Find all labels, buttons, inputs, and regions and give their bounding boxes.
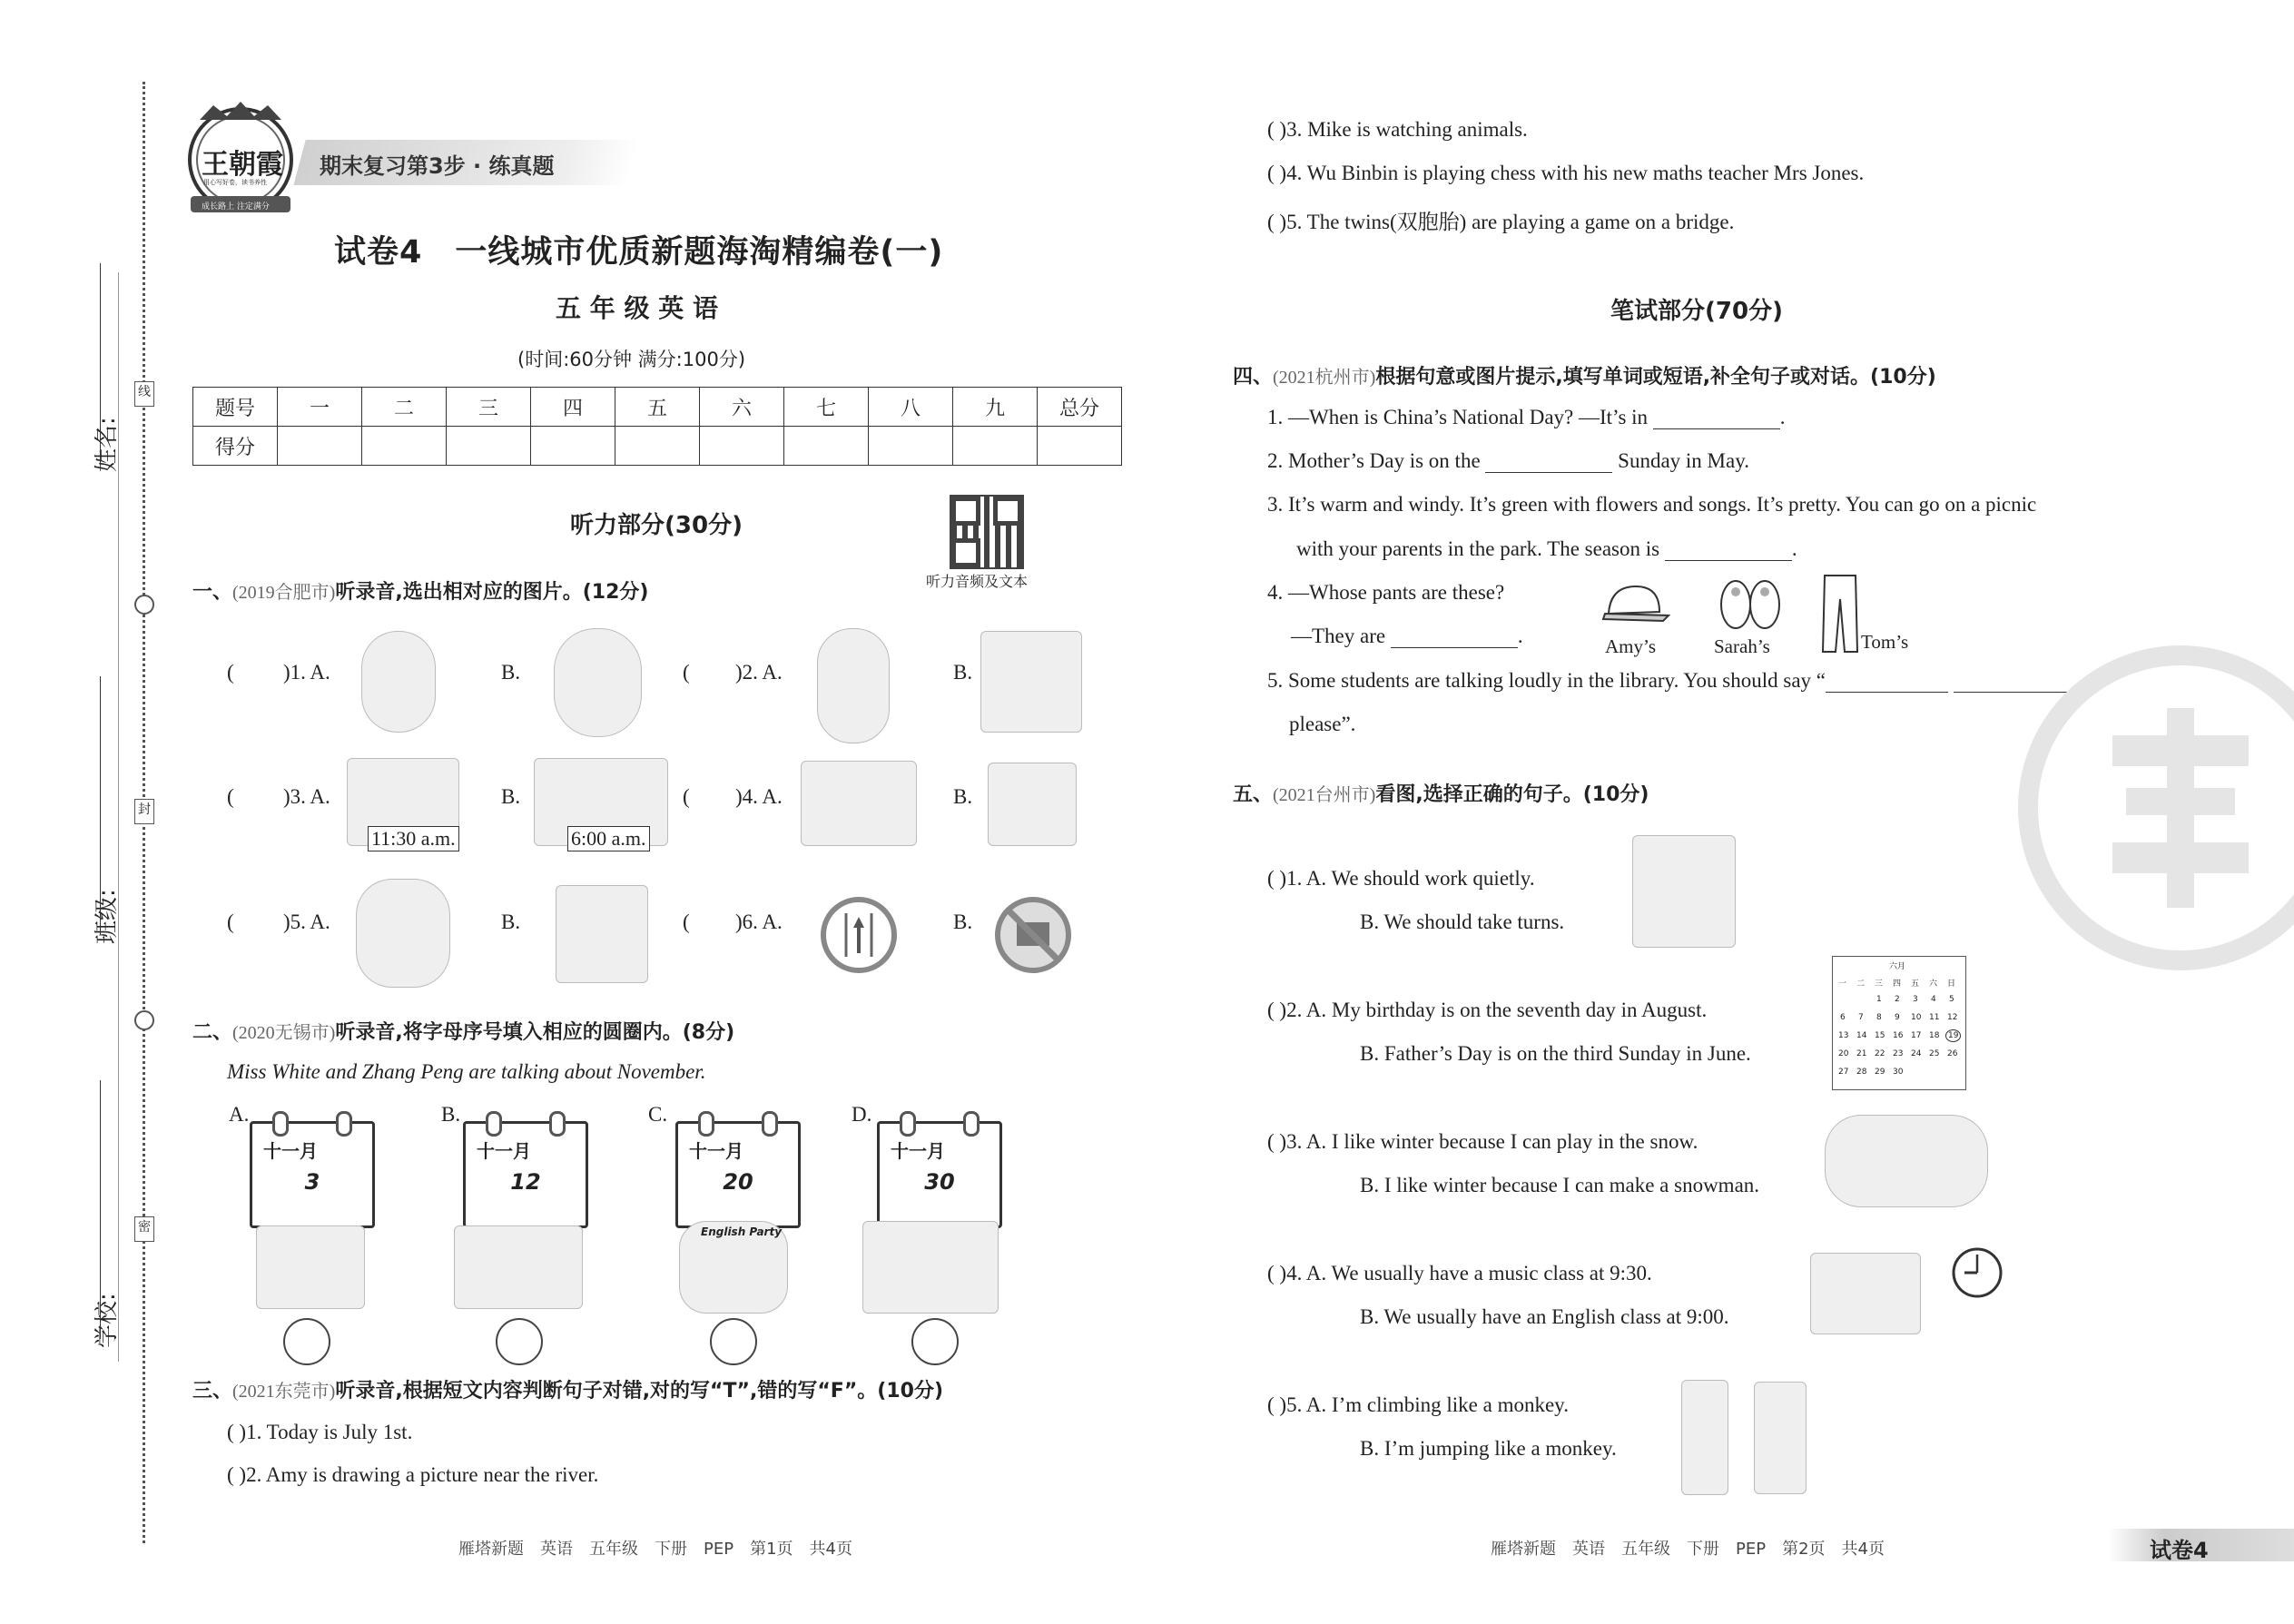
one-way-sign-icon — [819, 895, 899, 975]
seal-mark-xian: 线 — [134, 381, 154, 407]
picture-boy-basketball — [554, 628, 642, 737]
q3-item-4[interactable]: ( )4. Wu Binbin is playing chess with his new maths teacher Mrs Jones. — [1267, 162, 1865, 184]
q3-item-5[interactable]: ( )5. The twins(双胞胎) are playing a game on a bridge. — [1267, 211, 1735, 233]
q4-line-4a: 4. —Whose pants are these? — [1267, 581, 1505, 604]
q1-item-4-b: B. — [953, 785, 973, 808]
logo-slogan: 用心写好卷，读书养性 — [203, 179, 267, 186]
owner-sarah: Sarah’s — [1714, 635, 1770, 657]
footer-left: 雁塔新题 英语 五年级 下册 PEP 第1页 共4页 — [458, 1540, 852, 1559]
score-cell[interactable] — [1038, 427, 1122, 466]
score-head: 九 — [953, 388, 1038, 427]
name-field[interactable] — [100, 263, 101, 463]
owner-amy: Amy’s — [1605, 635, 1657, 657]
q4-line-4b: —They are . — [1291, 625, 1523, 647]
score-head: 三 — [447, 388, 531, 427]
calendar-date: 27 — [1838, 1068, 1849, 1077]
calendar-date: 4 — [1931, 995, 1936, 1004]
q5-item-4-b[interactable]: B. We usually have an English class at 9:00. — [1360, 1305, 1729, 1328]
q1-item-1-b: B. — [501, 661, 521, 684]
picture-rabbit-room — [801, 761, 917, 846]
q2-option-c-letter: C. — [648, 1103, 668, 1126]
calendar-month: 十一月 — [263, 1140, 318, 1162]
q2-prefix: 二、 — [192, 1021, 233, 1044]
q5-source: (2021台州市) — [1273, 785, 1376, 805]
q5-heading — [1233, 779, 1649, 807]
q4-line-3a: 3. It’s warm and windy. It’s green with flowers and songs. It’s pretty. You can go on a picnic — [1267, 493, 2037, 516]
school-field[interactable] — [100, 1080, 101, 1339]
calendar-day: 20 — [723, 1169, 753, 1195]
binding-hole-icon — [134, 595, 154, 615]
page-title: 试卷4 一线城市优质新题海淘精编卷(一) — [334, 234, 944, 271]
answer-circle-b[interactable] — [496, 1318, 543, 1365]
q5-item-2-b[interactable]: B. Father’s Day is on the third Sunday in June. — [1360, 1042, 1751, 1065]
picture-boy-dog — [556, 885, 648, 983]
calendar-date: 17 — [1911, 1031, 1922, 1040]
calendar-weekday: 二 — [1856, 979, 1866, 989]
q1-instruction: 听录音,选出相对应的图片。(12分) — [335, 581, 649, 604]
calendar-date: 1 — [1876, 995, 1882, 1004]
footer-right: 雁塔新题 英语 五年级 下册 PEP 第2页 共4页 — [1491, 1540, 1885, 1559]
time-label-a: 11:30 a.m. — [368, 826, 459, 851]
q3-prefix: 三、 — [192, 1380, 233, 1403]
logo — [182, 98, 300, 216]
picture-boy-eating — [361, 631, 436, 733]
score-label: 得分 — [193, 427, 278, 466]
calendar-date: 29 — [1875, 1068, 1885, 1077]
score-cell[interactable] — [953, 427, 1038, 466]
calendar-date: 25 — [1929, 1049, 1940, 1058]
qr-caption: 听力音频及文本 — [926, 573, 1029, 590]
q4-source: (2021杭州市) — [1273, 368, 1376, 388]
cap-icon — [1600, 581, 1670, 626]
q1-item-3-paren: ( — [227, 785, 234, 808]
score-head: 总分 — [1038, 388, 1122, 427]
picture-classroom — [1810, 1253, 1921, 1334]
q1-item-5-label[interactable]: )5. A. — [283, 910, 330, 933]
calendar-date: 8 — [1876, 1013, 1882, 1022]
answer-circle-d[interactable] — [911, 1318, 959, 1365]
calendar-date: 10 — [1911, 1013, 1922, 1022]
picture-girl-dancing — [817, 628, 890, 743]
q5-prefix: 五、 — [1233, 783, 1274, 806]
calendar-date: 23 — [1893, 1049, 1904, 1058]
calendar-weekday: 六 — [1929, 979, 1938, 989]
calendar-date: 11 — [1929, 1013, 1940, 1022]
q2-heading — [192, 1017, 734, 1045]
q5-item-5-a[interactable]: ( )5. A. I’m climbing like a monkey. — [1267, 1393, 1569, 1416]
score-cell[interactable] — [362, 427, 447, 466]
picture-boy-climbing — [1754, 1382, 1807, 1494]
score-table — [192, 387, 1122, 466]
q3-instruction: 听录音,根据短文内容判断句子对错,对的写“T”,错的写“F”。(10分) — [335, 1380, 944, 1403]
q4-line-2a: 2. Mother’s Day is on the — [1267, 449, 1481, 472]
calendar-date: 6 — [1840, 1013, 1846, 1022]
q3-item-3[interactable]: ( )3. Mike is watching animals. — [1267, 118, 1528, 141]
q1-item-6-label[interactable]: )6. A. — [735, 910, 783, 933]
calendar-date: 2 — [1895, 995, 1900, 1004]
calendar-nov-3 — [250, 1121, 375, 1228]
score-head: 八 — [869, 388, 953, 427]
calendar-weekday: 四 — [1893, 979, 1902, 989]
q1-item-5-b: B. — [501, 910, 521, 933]
q5-item-3-a[interactable]: ( )3. A. I like winter because I can play in the snow. — [1267, 1130, 1698, 1153]
picture-students-library — [1632, 835, 1736, 948]
q5-item-3-b[interactable]: B. I like winter because I can make a snowman. — [1360, 1174, 1760, 1196]
q1-item-4-paren: ( — [683, 785, 690, 808]
q1-item-2-b: B. — [953, 661, 973, 684]
q4-blank-5a[interactable] — [1826, 672, 1948, 693]
answer-circle-c[interactable] — [710, 1318, 757, 1365]
q1-item-1-paren: ( — [227, 661, 234, 684]
calendar-date: 15 — [1875, 1031, 1885, 1040]
q2-option-d-letter: D. — [852, 1103, 872, 1126]
score-cell[interactable] — [869, 427, 953, 466]
q2-option-a-letter: A. — [229, 1103, 250, 1126]
q4-blank-4[interactable] — [1391, 627, 1518, 648]
binding-hole-icon — [134, 1010, 154, 1030]
logo-text: 王朝霞 — [202, 149, 283, 181]
score-head: 题号 — [193, 388, 278, 427]
calendar-nov-30 — [877, 1121, 1002, 1228]
calendar-date: 20 — [1838, 1049, 1849, 1058]
calendar-month: 十一月 — [891, 1140, 945, 1162]
calendar-date: 22 — [1875, 1049, 1885, 1058]
class-label: 班级: — [94, 889, 121, 944]
q2-option-b-letter: B. — [441, 1103, 461, 1126]
q4-line-3b: with your parents in the park. The season is . — [1296, 537, 1797, 560]
q2-sentence: Miss White and Zhang Peng are talking about November. — [227, 1060, 706, 1083]
calendar-date-highlight: 19 — [1945, 1029, 1961, 1042]
picture-kids-party-table — [454, 1225, 583, 1309]
footer-tag: 试卷4 — [2150, 1538, 2209, 1563]
q1-item-6-b: B. — [953, 910, 973, 933]
picture-kids-snow — [1825, 1115, 1988, 1207]
q1-item-6-paren: ( — [683, 910, 690, 933]
page-subtitle: 五 年 级 英 语 — [556, 293, 718, 323]
q4-line-5b: please”. — [1289, 713, 1356, 735]
calendar-month: 十一月 — [689, 1140, 743, 1162]
calendar-weekday: 三 — [1875, 979, 1884, 989]
clock-icon — [1950, 1245, 2004, 1300]
calendar-date: 5 — [1949, 995, 1954, 1004]
calendar-nov-12 — [463, 1121, 588, 1228]
q4-line-5a: 5. Some students are talking loudly in the library. You should say “ , — [1267, 669, 2086, 692]
picture-boy-kangaroo — [356, 879, 450, 988]
binding-margin — [0, 0, 182, 1624]
q3-item-2[interactable]: ( )2. Amy is drawing a picture near the river. — [227, 1463, 599, 1486]
q1-item-3-b: B. — [501, 785, 521, 808]
q1-source: (2019合肥市) — [232, 583, 336, 603]
q3-heading — [192, 1375, 943, 1403]
owner-tom: Tom’s — [1861, 631, 1909, 653]
q4-blank-1[interactable] — [1653, 408, 1780, 429]
score-cell[interactable] — [700, 427, 784, 466]
picture-cat-sofa — [988, 763, 1077, 846]
score-head: 一 — [278, 388, 362, 427]
score-head: 六 — [700, 388, 784, 427]
answer-circle-a[interactable] — [283, 1318, 330, 1365]
q4-heading — [1233, 361, 1936, 389]
score-cell[interactable] — [531, 427, 615, 466]
school-label: 学校: — [94, 1293, 121, 1348]
qr-code-icon[interactable] — [950, 495, 1024, 569]
no-littering-sign-icon — [993, 895, 1073, 975]
q4-line-5a-text: 5. Some students are talking loudly in the library. You should say “ — [1267, 669, 1826, 692]
picture-kids-singing — [256, 1225, 365, 1309]
logo-ribbon: 成长路上 注定满分 — [202, 202, 270, 212]
calendar-date: 24 — [1911, 1049, 1922, 1058]
q1-item-3-label[interactable]: )3. A. — [283, 785, 330, 808]
q4-line-1: 1. —When is China’s National Day? —It’s in . — [1267, 406, 1786, 428]
calendar-date: 7 — [1858, 1013, 1864, 1022]
q3-source: (2021东莞市) — [232, 1382, 336, 1402]
q5-item-1-b[interactable]: B. We should take turns. — [1360, 910, 1565, 933]
q1-item-2-label[interactable]: )2. A. — [735, 661, 783, 684]
june-calendar — [1832, 956, 1966, 1090]
q3-item-1[interactable]: ( )1. Today is July 1st. — [227, 1421, 413, 1443]
q4-blank-3[interactable] — [1665, 540, 1792, 561]
q4-line-4b-text: —They are — [1291, 625, 1386, 647]
score-head: 二 — [362, 388, 447, 427]
pants-icon — [1819, 572, 1861, 655]
time-info: (时间:60分钟 满分:100分) — [517, 349, 746, 370]
score-head: 五 — [615, 388, 700, 427]
q4-line-3b-text: with your parents in the park. The season is — [1296, 537, 1660, 560]
calendar-date: 14 — [1856, 1031, 1867, 1040]
calendar-title: 六月 — [1889, 962, 1906, 971]
calendar-day: 12 — [510, 1169, 541, 1195]
score-head: 四 — [531, 388, 615, 427]
calendar-month: 十一月 — [477, 1140, 531, 1162]
secret-stamp-icon — [2017, 635, 2294, 980]
score-head: 七 — [784, 388, 869, 427]
picture-girl-cleaning — [980, 631, 1082, 733]
q5-item-4-a[interactable]: ( )4. A. We usually have a music class at 9:30. — [1267, 1262, 1652, 1284]
calendar-nov-20 — [675, 1121, 801, 1228]
seal-mark-mi: 密 — [134, 1216, 154, 1242]
calendar-date: 3 — [1913, 995, 1918, 1004]
q5-item-1-a[interactable]: ( )1. A. We should work quietly. — [1267, 867, 1535, 890]
calendar-day: 30 — [924, 1169, 955, 1195]
q4-blank-2[interactable] — [1485, 452, 1612, 473]
seal-mark-feng: 封 — [134, 799, 154, 824]
q1-item-1-label[interactable]: )1. A. — [283, 661, 330, 684]
calendar-weekday: 一 — [1838, 979, 1847, 989]
q2-source: (2020无锡市) — [232, 1023, 336, 1043]
q1-heading — [192, 576, 648, 605]
calendar-date: 21 — [1856, 1049, 1867, 1058]
q5-item-5-b[interactable]: B. I’m jumping like a monkey. — [1360, 1437, 1617, 1460]
q1-prefix: 一、 — [192, 581, 233, 604]
calendar-weekday: 日 — [1947, 979, 1956, 989]
picture-kids-picnic — [862, 1221, 999, 1314]
q5-item-2-a[interactable]: ( )2. A. My birthday is on the seventh day in August. — [1267, 999, 1708, 1021]
q2-instruction: 听录音,将字母序号填入相应的圆圈内。(8分) — [335, 1021, 735, 1044]
q4-line-2b: Sunday in May. — [1618, 449, 1749, 472]
score-cell[interactable] — [615, 427, 700, 466]
writing-heading: 笔试部分(70分) — [1610, 298, 1783, 325]
score-cell[interactable] — [447, 427, 531, 466]
calendar-date: 30 — [1893, 1068, 1904, 1077]
banner-text: 期末复习第3步 · 练真题 — [320, 153, 555, 179]
calendar-date: 28 — [1856, 1068, 1867, 1077]
calendar-date: 9 — [1895, 1013, 1900, 1022]
class-field[interactable] — [100, 676, 101, 935]
score-cell[interactable] — [278, 427, 362, 466]
score-cell[interactable] — [784, 427, 869, 466]
listening-heading: 听力部分(30分) — [570, 512, 743, 539]
q1-item-5-paren: ( — [227, 910, 234, 933]
q4-line-1-text: 1. —When is China’s National Day? —It’s in — [1267, 406, 1649, 428]
name-label: 姓名: — [94, 417, 121, 472]
picture-monkey-climbing — [1681, 1380, 1728, 1495]
calendar-date: 13 — [1838, 1031, 1849, 1040]
time-label-b: 6:00 a.m. — [567, 826, 650, 851]
shoes-icon — [1714, 574, 1787, 632]
calendar-date: 18 — [1929, 1031, 1940, 1040]
english-party-label: English Party — [701, 1225, 783, 1238]
q4-instruction: 根据句意或图片提示,填写单词或短语,补全句子或对话。(10分) — [1375, 366, 1936, 389]
q4-prefix: 四、 — [1233, 366, 1274, 389]
q1-item-2-paren: ( — [683, 661, 690, 684]
q1-item-4-label[interactable]: )4. A. — [735, 785, 783, 808]
calendar-date: 16 — [1893, 1031, 1904, 1040]
calendar-day: 3 — [304, 1169, 320, 1195]
calendar-date: 12 — [1947, 1013, 1958, 1022]
calendar-date: 26 — [1947, 1049, 1958, 1058]
q5-instruction: 看图,选择正确的句子。(10分) — [1375, 783, 1649, 806]
q4-line-2 — [1267, 449, 1749, 473]
calendar-weekday: 五 — [1911, 979, 1920, 989]
